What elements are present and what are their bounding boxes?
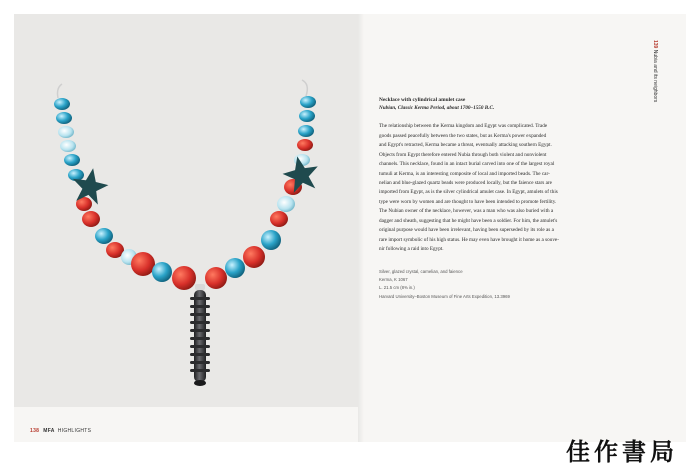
- description-line: tumuli at Kerma, is an interesting composite of local and imported beads. The car-: [379, 170, 550, 177]
- credit-materials: Silver, glazed crystal, carnelian, and faience: [379, 268, 463, 274]
- running-head-text: Nubia and its neighbors: [652, 49, 658, 103]
- description-line: dagger and sheath, suggesting that he might have been a soldier. For him, the amulet's: [379, 217, 558, 224]
- object-credits: [379, 268, 631, 302]
- book-spread: [14, 14, 686, 442]
- publication-name: MFA: [43, 428, 55, 434]
- description-line: and Egypt's retracted, Kerma became a threat, eventually attacking southern Egypt.: [379, 142, 552, 149]
- right-strand-beads: [205, 96, 316, 289]
- right-running-head: [652, 40, 658, 102]
- section-name: HIGHLIGHTS: [57, 428, 92, 434]
- description-line: original purpose would have been irrelevant, having been superseded by its role as a: [379, 227, 554, 234]
- right-page-number: 139: [652, 40, 658, 49]
- necklace-image: [14, 14, 358, 407]
- description-line: type were worn by women and are thought to have been intended to promote fertility.: [379, 198, 557, 205]
- description-line: imported from Egypt, as is the silver cylindrical amulet case. In Egypt, amulets of this: [379, 189, 558, 196]
- page-gutter: [358, 14, 364, 442]
- object-description: [379, 122, 631, 254]
- description-line: The Nubian owner of the necklace, however, was a man who was also buried with a: [379, 208, 554, 215]
- description-line: goods passed peacefully between the two states, but as Kerma's power expanded: [379, 132, 547, 139]
- description-line: nir following a raid into Egypt.: [379, 246, 444, 253]
- amulet-case: [190, 284, 210, 386]
- description-line: channels. This necklace, found in an intact burial carved into one of the largest royal: [379, 161, 555, 168]
- credit-accession: Harvard University–Boston Museum of Fine Arts Expedition, 13.3969: [379, 293, 510, 299]
- description-line: Objects from Egypt therefore entered Nubia through both violent and nonviolent: [379, 151, 547, 158]
- credit-dimensions: L. 21.5 cm (8⅜ in.): [379, 285, 415, 291]
- object-text-column: [379, 97, 631, 301]
- photo-panel: [14, 14, 358, 407]
- left-page-number: 138: [30, 428, 40, 434]
- object-title: Necklace with cylindrical amulet case: [379, 97, 466, 103]
- left-folio: [30, 428, 91, 434]
- object-subtitle: Nubian, Classic Kerma Period, about 1700–1550 B.C.: [379, 104, 495, 111]
- description-line: nelian and blue-glazed quartz beads were produced locally, but the faience stars are: [379, 179, 552, 186]
- credit-findspot: Kerma, K 1067: [379, 277, 408, 282]
- seller-watermark: 佳作書局: [566, 438, 678, 466]
- description-line: rare import symbolic of his high status. He may even have brought it home as a souve-: [379, 236, 559, 243]
- description-line: The relationship between the Kerma kingdom and Egypt was complicated. Trade: [379, 123, 548, 130]
- left-strand-beads: [54, 98, 196, 290]
